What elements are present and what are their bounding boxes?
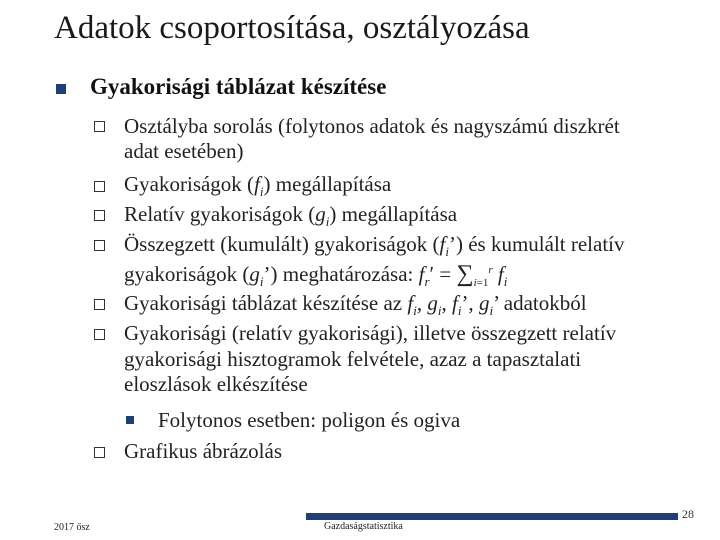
list-item-continuation: eloszlások elkészítése (124, 372, 308, 396)
list-item: Gyakorisági táblázat készítése az $f_i$, $g_i$, $f_i$’, $g_i$’ adatokból (124, 291, 587, 319)
checkbox-bullet-icon (94, 181, 105, 192)
checkbox-bullet-icon (94, 121, 105, 132)
bullet-square-icon (56, 84, 66, 94)
list-item-continuation: gyakorisági hisztogramok felvétele, azaz a tapasztalati (124, 347, 582, 371)
list-item-continuation: gyakoriságok $(g_i’)$ meghatározása: $f_r' = \sum_{i=1}^r$ $f_i$ (124, 261, 508, 290)
section-heading: Gyakorisági táblázat készítése (90, 74, 387, 99)
checkbox-bullet-icon (94, 299, 105, 310)
bullet-square-icon (126, 416, 134, 424)
list-item: Grafikus ábrázolás (124, 439, 283, 463)
checkbox-bullet-icon (94, 240, 105, 251)
checkbox-bullet-icon (94, 210, 105, 221)
footer-semester: 2017 ősz (54, 522, 90, 533)
sub-list-item: Folytonos esetben: poligon és ogiva (158, 408, 461, 432)
cumulative-sum-formula: $f_r' = \sum_{i=1}^r$ $f_i$ (418, 261, 508, 290)
list-item: Gyakorisági (relatív gyakorisági), illetve összegzett relatív (124, 321, 617, 345)
list-item: Összegzett (kumulált) gyakoriságok $(f_i’)$ és kumulált relatív (124, 232, 625, 260)
footer-bar (306, 513, 678, 520)
slide-title: Adatok csoportosítása, osztályozása (54, 10, 530, 46)
footer-course: Gazdaságstatisztika (324, 521, 403, 532)
checkbox-bullet-icon (94, 447, 105, 458)
page-number: 28 (682, 507, 694, 521)
list-item: Osztályba sorolás (folytonos adatok és nagyszámú diszkrét (124, 114, 620, 138)
list-item: Relatív gyakoriságok $(g_i)$ megállapítása (124, 202, 458, 230)
checkbox-bullet-icon (94, 329, 105, 340)
list-item-continuation: adat esetében) (124, 139, 244, 163)
variable-list: $f_i$, $g_i$, $f_i$’, $g_i$’ (407, 291, 499, 319)
list-item: Gyakoriságok $(f_i)$ megállapítása (124, 172, 392, 200)
